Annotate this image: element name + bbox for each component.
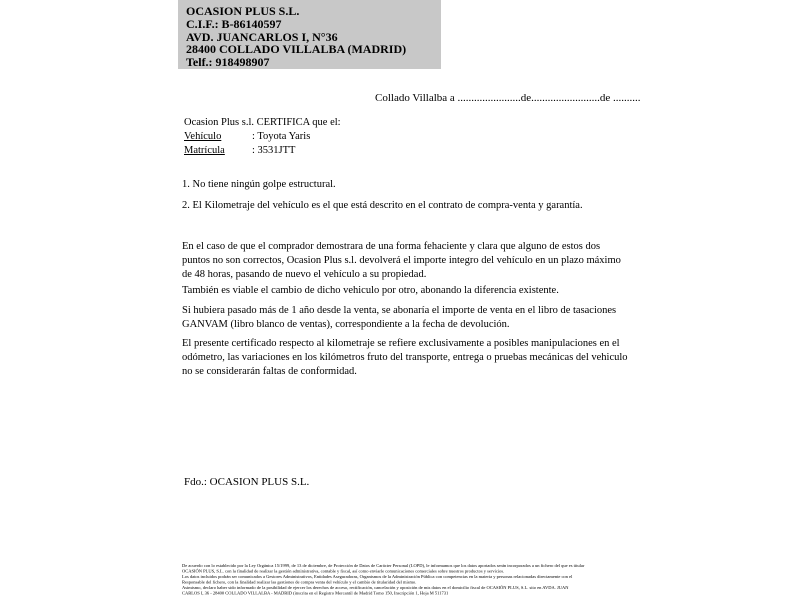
refund-paragraph: En el caso de que el comprador demostrara de una forma fehaciente y clara que alguno de estos dos puntos no son correctos, Ocasion Plus s.l. devolverá el importe integro del vehículo en un plazo máximo de 48 horas, pasando de nuevo el vehículo a su propiedad. [182, 241, 621, 280]
legal-line: De acuerdo con lo establecido por la Ley Orgánica 15/1999, de 13 de diciembre, de Protección de Datos de Carácter Personal (LOPD), le informamos que los datos aportados serán incorporados a un fichero del que es titular [182, 563, 585, 568]
signature-line: Fdo.: OCASION PLUS S.L. [184, 476, 310, 488]
vehicle-label: Vehículo [184, 131, 222, 142]
legal-line: CARLOS I, 36 - 28400 COLLADO VILLALBA - MADRID (inscrita en el Registro Mercantil de Madrid Tomo 150, Inscripción 1, Hoja M 511731 [182, 590, 449, 596]
certified-point-1: 1. No tiene ningún golpe estructural. [182, 179, 336, 190]
legal-line: Responsable del fichero, con la finalidad realizar las gestiones de compra venta del vehículo y el cambio de titularidad del mismo. [182, 579, 417, 585]
certified-point-2: 2. El Kilometraje del vehículo es el que está descrito en el contrato de compra-venta y garantía. [182, 200, 583, 211]
company-cif: C.I.F.: B-86140597 [186, 16, 282, 31]
legal-line: Asimismo, declaro haber sido informado de la posibilidad de ejercer los derechos de acceso, rectificación, cancelación y oposición de mis datos en el domicilio fiscal de OCASIÓN PLUS, S.L. sito en AVDA. JUAN [182, 585, 569, 590]
legal-fine-print [182, 563, 617, 596]
legal-line: Los datos incluidos podrán ser comunicados a Gestores Administrativos, Entidades Aseguradoras, Organismos de la Administración Pública con competencias en la materia y personas relacionadas directamente con el [182, 574, 573, 579]
company-phone: Telf.: 918498907 [186, 55, 270, 70]
company-address: AVD. JUANCARLOS I, N°36 [186, 29, 338, 44]
plate-line [184, 144, 295, 158]
plate-label: Matrícula [184, 145, 225, 156]
ganvam-paragraph: Si hubiera pasado más de 1 año desde la venta, se abonaría el importe de venta en el libro de tasaciones GANVAM (libro blanco de ventas), correspondiente a la fecha de devolución. [182, 305, 617, 330]
company-name: OCASION PLUS S.L. [186, 4, 300, 18]
exchange-paragraph: También es viable el cambio de dicho vehiculo por otro, abonando la diferencia existente. [182, 285, 559, 296]
plate-value: : 3531JTT [252, 145, 296, 156]
vehicle-line [184, 130, 310, 144]
company-header-block [178, 0, 441, 69]
company-city: 28400 COLLADO VILLALBA (MADRID) [186, 42, 407, 57]
vehicle-value: : Toyota Yaris [252, 131, 311, 142]
odometer-paragraph: El presente certificado respecto al kilometraje se refiere exclusivamente a posibles manipulaciones en el odómetro, las variaciones en los kilómetros fruto del transporte, entrega o pruebas mecánicas del vehiculo no se considerarán faltas de conformidad. [182, 338, 628, 377]
certifies-line: Ocasion Plus s.l. CERTIFICA que el: [184, 117, 341, 128]
legal-line: OCASIÓN PLUS, S.L. con la finalidad de realizar la gestión administrativa, contable y fiscal, así como enviarle comunicaciones comerciales sobre nuestros productos y servicios. [182, 568, 505, 574]
date-placeholder-line: Collado Villalba a .......................de.........................de .......... [375, 92, 641, 104]
